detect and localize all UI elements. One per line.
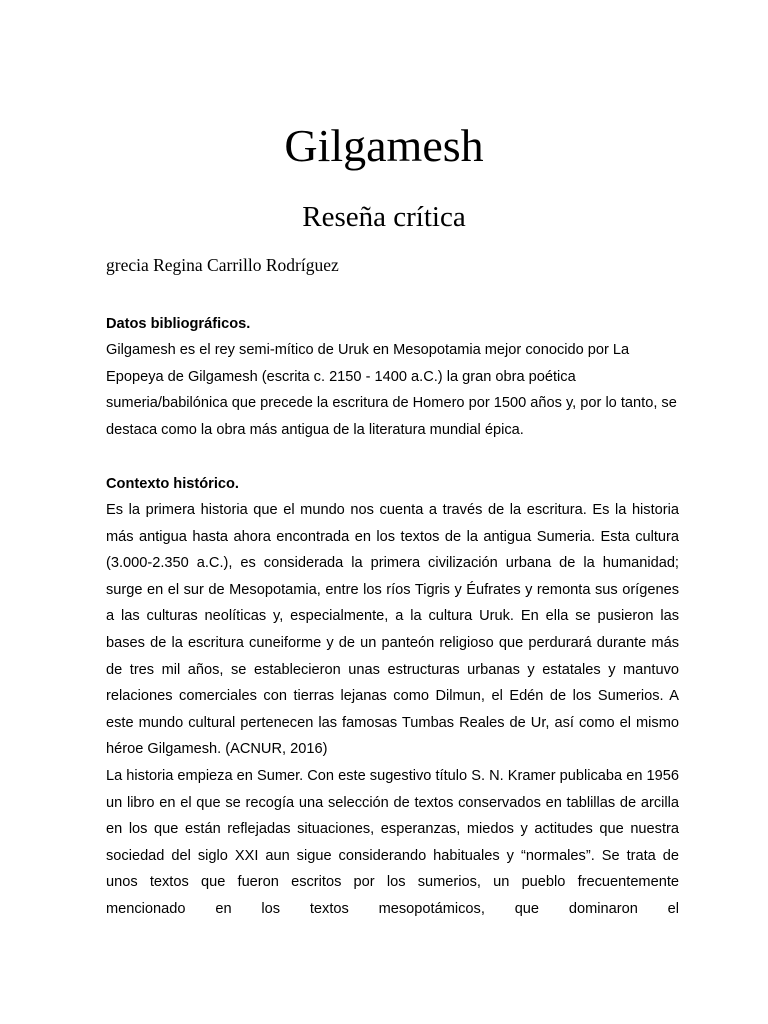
document-title: Gilgamesh (284, 120, 484, 171)
section-paragraph: Gilgamesh es el rey semi-mítico de Uruk en Mesopotamia mejor conocido por La Epopeya de Gilgamesh (escrita c. 2150 - 1400 a.C.) la gran obra poética sumeria/babilónica que precede la escritura de Homero por 1500 años y, por lo tanto, se destaca como la obra más antigua de la literatura mundial épica. (106, 342, 677, 438)
section-heading: Contexto histórico. (106, 476, 239, 492)
section-heading: Datos bibliográficos. (106, 316, 251, 332)
document-subtitle: Reseña crítica (302, 201, 466, 233)
section-datos-bibliograficos (106, 311, 679, 443)
section-paragraph: La historia empieza en Sumer. Con este sugestivo título S. N. Kramer publicaba en 1956 un libro en el que se recogía una selección de textos conservados en tablillas de arcilla en los que están reflejadas situaciones, esperanzas, miedos y actitudes que nuestra sociedad del siglo XXI aun sigue considerando habituales y “normales”. Se trata de unos textos que fueron escritos por los sumerios, un pueblo frecuentemente mencionado en los textos mesopotámicos, que dominaron el (106, 767, 679, 917)
section-contexto-historico (106, 471, 679, 923)
section-paragraph: Es la primera historia que el mundo nos cuenta a través de la escritura. Es la historia más antigua hasta ahora encontrada en los textos de la antigua Sumeria. Esta cultura (3.000-2.350 a.C.), es considerada la primera civilización urbana de la humanidad; surge en el sur de Mesopotamia, entre los ríos Tigris y Éufrates y remonta sus orígenes a las culturas neolíticas y, especialmente, a la cultura Uruk. En ella se pusieron las bases de la escritura cuneiforme y de un panteón religioso que perdurará durante más de tres mil años, se establecieron unas estructuras urbanas y estatales y mantuvo relaciones comerciales con tierras lejanas como Dilmun, el Edén de los Sumerios. A este mundo cultural pertenecen las famosas Tumbas Reales de Ur, así como el mismo héroe Gilgamesh. (ACNUR, 2016) (106, 502, 679, 758)
author-name: grecia Regina Carrillo Rodríguez (106, 255, 339, 275)
